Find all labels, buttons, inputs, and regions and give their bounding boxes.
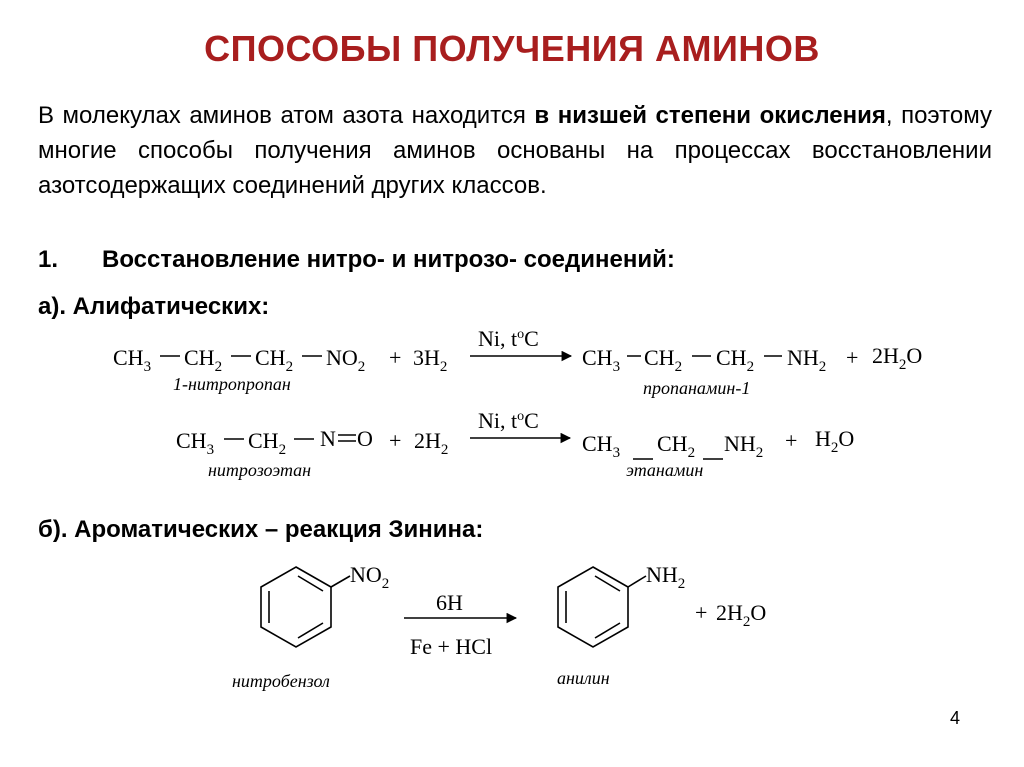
r3-product-group: $NH_2$: [646, 562, 686, 592]
page-number: 4: [950, 708, 961, 728]
r1-reactant-ch2b: $CH_2$: [255, 345, 294, 375]
r1-reactant-formula: $CH_3$: [113, 345, 152, 375]
reaction-1: [113, 326, 922, 398]
r3-water: $2H_2O$: [716, 600, 767, 630]
benzene-ring-reactant: [261, 567, 350, 647]
r1-product-ch2a: $CH_2$: [644, 345, 683, 375]
r2-reactant-ch2: $CH_2$: [248, 428, 287, 458]
r2-product-nh2: $NH_2$: [724, 431, 764, 461]
r2-hydrogen: $2H_2$: [414, 428, 449, 458]
r2-reactant-ch3: $CH_3$: [176, 428, 215, 458]
r2-product-ch3: $CH_3$: [582, 431, 621, 461]
r3-below-arrow: Fe + HCl: [410, 634, 493, 659]
benzene-ring-product: [558, 567, 646, 647]
r2-product-ch2: $CH_2$: [657, 431, 696, 461]
r1-product-nh2: $NH_2$: [787, 345, 827, 375]
page-title: СПОСОБЫ ПОЛУЧЕНИЯ АМИНОВ: [204, 28, 820, 69]
subsection-a-heading: а). Алифатических:: [38, 293, 270, 320]
section-1-number: 1.: [38, 246, 59, 273]
reaction-2: [176, 408, 854, 480]
r1-reactant-ch2a: $CH_2$: [184, 345, 223, 375]
r1-water: $2H_2O$: [872, 343, 923, 373]
r1-plus-2: +: [846, 345, 859, 370]
r1-reactant-name: 1-нитропропан: [173, 374, 291, 394]
r2-reactant-o: O: [357, 426, 373, 451]
r1-hydrogen: $3H_2$: [413, 345, 448, 375]
r1-plus-1: +: [389, 345, 402, 370]
intro-text-2: , поэтому многие способы получения аминов основаны на процессах восстановлении азотсодержащих соединений других классов.: [38, 102, 992, 199]
r3-reactant-group: $NO_2$: [350, 562, 390, 592]
r1-reactant-no2: $NO_2$: [326, 345, 366, 375]
r3-reactant-name: нитробензол: [232, 671, 330, 691]
reaction-3: [232, 562, 766, 691]
r3-plus: +: [695, 600, 708, 625]
r2-reactant-n: N: [320, 426, 336, 451]
r2-reactant-name: нитрозоэтан: [208, 460, 312, 480]
r3-product-name: анилин: [557, 668, 610, 688]
intro-text-1: В молекулах аминов атом азота находится: [38, 102, 535, 129]
r2-condition: Ni, $t^oC$: [478, 408, 539, 433]
r2-water: $H_2O$: [815, 426, 855, 456]
r1-product-ch3: $CH_3$: [582, 345, 621, 375]
intro-bold-text: в низшей степени окисления: [534, 102, 886, 129]
subsection-b-heading: б). Ароматических – реакция Зинина:: [38, 516, 484, 543]
r1-product-ch2b: $CH_2$: [716, 345, 755, 375]
r1-product-name: пропанамин-1: [643, 378, 751, 398]
r2-plus-1: +: [389, 428, 402, 453]
r3-above-arrow: 6H: [436, 590, 463, 615]
r2-product-name: этанамин: [626, 460, 704, 480]
r2-plus-2: +: [785, 428, 798, 453]
r1-condition: Ni, $t^oC$: [478, 326, 539, 351]
section-1-text: Восстановление нитро- и нитрозо- соединений:: [102, 246, 675, 273]
